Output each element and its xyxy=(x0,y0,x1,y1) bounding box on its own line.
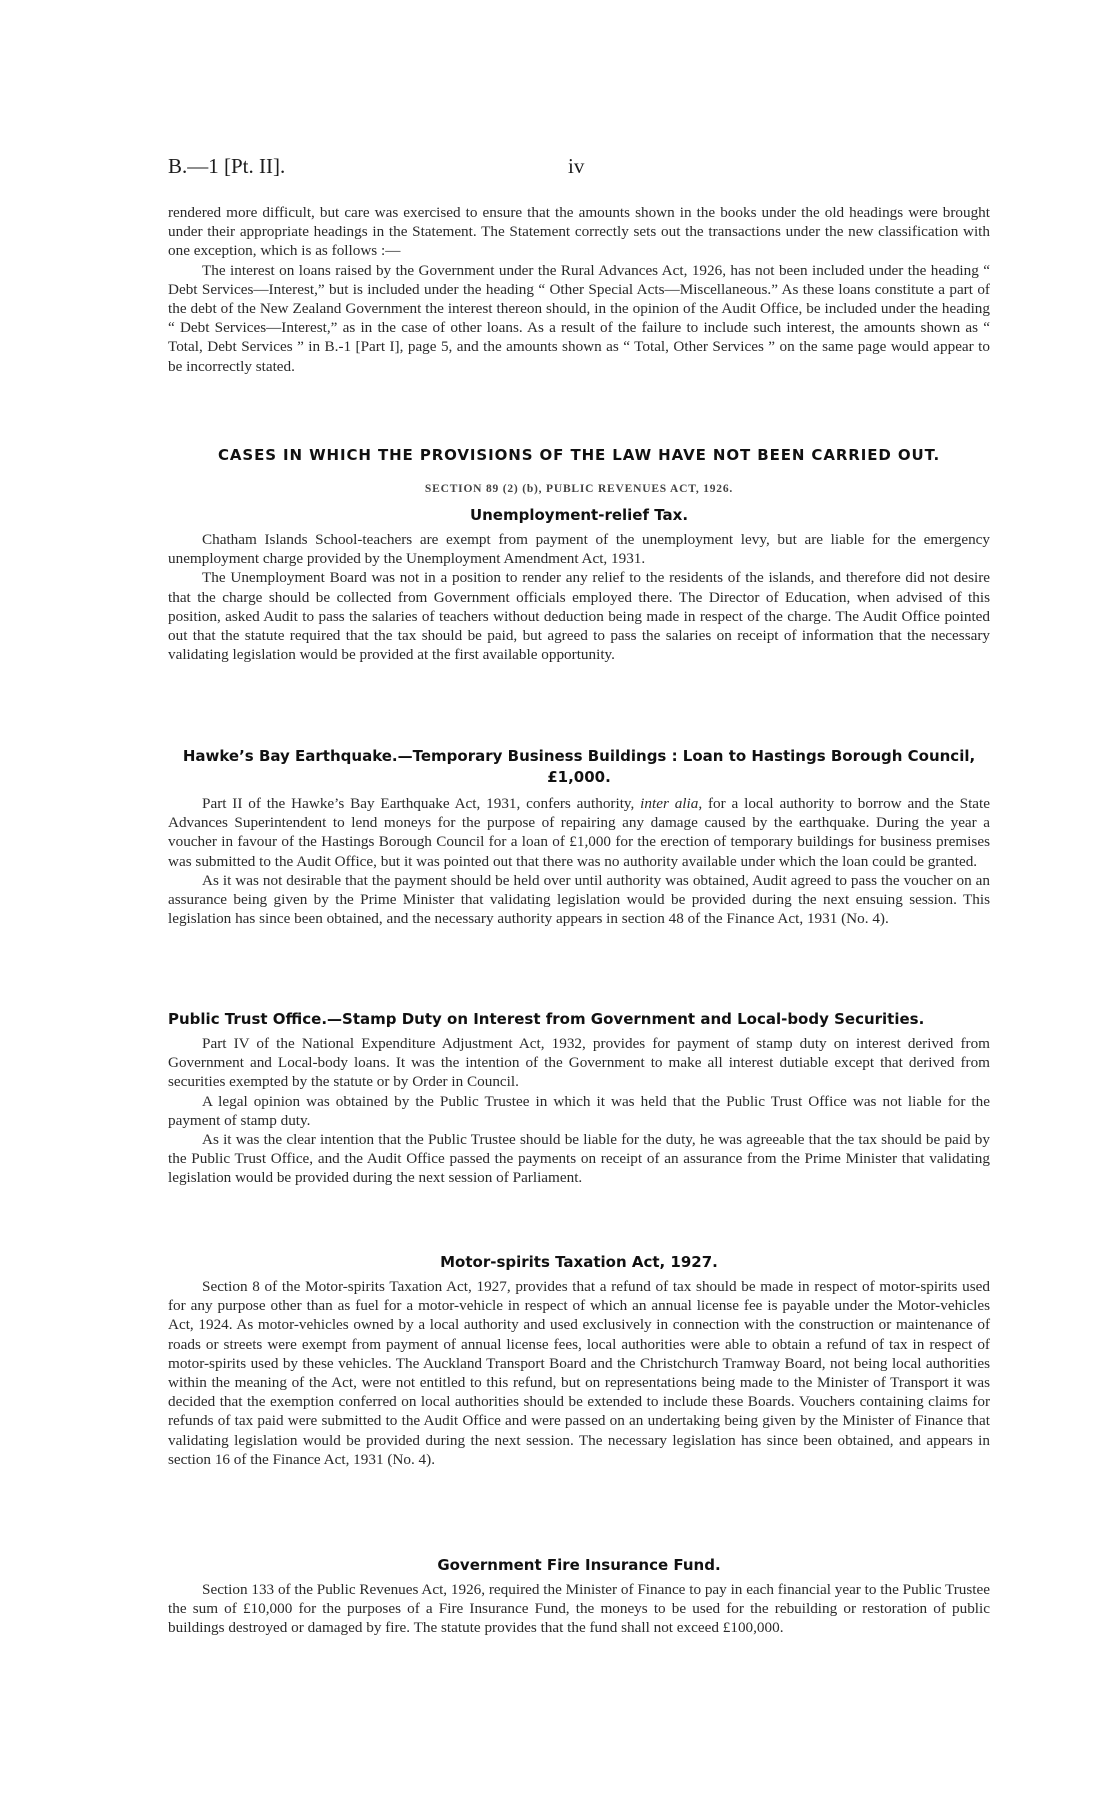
hawkes-bay-paragraph-2: As it was not desirable that the payment should be held over until authority was obtained, Audit agreed to pass the voucher on an assurance being given by the Prime Minister that validating legislation would be provided during the next ensuing session. This legislation has since been obtained, and the necessary authority appears in section 48 of the Finance Act, 1931 (No. 4). xyxy=(168,871,990,928)
public-trust-paragraph-3: As it was the clear intention that the Public Trustee should be liable for the duty, he was agreeable that the tax should be paid by the Public Trust Office, and the Audit Office passed the payments on receipt of an assurance from the Prime Minister that validating legislation would be provided during the next session of Parliament. xyxy=(168,1131,990,1187)
page-number: iv xyxy=(568,154,585,178)
hawkes-bay-p1-end: for a local authority to borrow and the State Advances Superintendent to lend moneys for the purpose of repairing any damage caused by the earthquake. During the year a voucher in favour of the Hastings Borough Council for a loan of £1,000 for the erection of temporary buildings for business premises was submitted to the Audit Office, but it was pointed out that there was no authority available under which the loan could be granted. xyxy=(168,795,991,870)
public-trust-paragraph-2: A legal opinion was obtained by the Public Trustee in which it was held that the Public Trust Office was not liable for the payment of stamp duty. xyxy=(168,1092,990,1129)
hawkes-bay-paragraph-1 xyxy=(168,794,990,871)
fire-insurance-heading: Government Fire Insurance Fund. xyxy=(437,1556,721,1574)
fire-insurance-paragraph-1: Section 133 of the Public Revenues Act, 1926, required the Minister of Finance to pay in each financial year to the Public Trustee the sum of £10,000 for the purposes of a Fire Insurance Fund, the moneys to be used for the rebuilding or restoration of public buildings destroyed or damaged by fire. The statute provides that the fund shall not exceed £100,000. xyxy=(168,1581,990,1637)
motor-spirits-paragraph-1: Section 8 of the Motor-spirits Taxation Act, 1927, provides that a refund of tax should be made in respect of motor-spirits used for any purpose other than as fuel for a motor-vehicle in respect of which an annual license fee is payable under the Motor-vehicles Act, 1924. As motor-vehicles owned by a local authority and used exclusively in connection with the construction or maintenance of roads or streets were exempt from payment of annual license fees, local authorities were able to obtain a refund of tax in respect of motor-spirits used by these vehicles. The Auckland Transport Board and the Christchurch Tramway Board, not being local authorities within the meaning of the Act, were not entitled to this refund, but on representations being made to the Minister of Transport it was decided that the exemption conferred on local authorities should be extended to include these Boards. Vouchers containing claims for refunds of tax paid were submitted to the Audit Office and were passed on an undertaking being given by the Minister of Finance that validating legislation would be provided during the next session. The necessary legislation has since been obtained, and appears in section 16 of the Finance Act, 1931 (No. 4). xyxy=(168,1278,990,1468)
hawkes-bay-p1-italic: inter alia, xyxy=(640,795,703,812)
unemployment-paragraph-2: The Unemployment Board was not in a position to render any relief to the residents of the islands, and therefore did not desire that the charge should be collected from Government officials employed there. The Director of Education, when advised of this position, asked Audit to pass the salaries of teachers without deduction being made in respect of the charge. The Audit Office pointed out that the statute required that the tax should be paid, but agreed to pass the salaries on receipt of information that the necessary validating legislation would be provided at the first available opportunity. xyxy=(168,569,990,664)
unemployment-heading: Unemployment-relief Tax. xyxy=(469,506,689,524)
unemployment-paragraph-1: Chatham Islands School-teachers are exempt from payment of the unemployment levy, but are liable for the emergency unemployment charge provided by the Unemployment Amendment Act, 1931. xyxy=(168,531,990,568)
hawkes-bay-heading: Hawke’s Bay Earthquake.—Temporary Business Buildings : Loan to Hastings Borough Council, £1,000. xyxy=(182,747,976,786)
public-trust-section xyxy=(168,1010,990,1188)
cases-subtitle-wrap xyxy=(168,483,990,495)
cases-section-header xyxy=(168,446,990,464)
page-header xyxy=(168,154,990,184)
intro-paragraph-1: rendered more difficult, but care was exercised to ensure that the amounts shown in the books under the old headings were brought under their appropriate headings in the Statement. The Statement correctly sets out the transactions under the new classification with one exception, which is as follows :— xyxy=(168,204,990,260)
public-trust-paragraph-1: Part IV of the National Expenditure Adjustment Act, 1932, provides for payment of stamp duty on interest derived from Government and Local-body loans. It was the intention of the Government to make all interest dutiable except that derived from securities exempted by the statute or by Order in Council. xyxy=(168,1035,990,1091)
section-title: CASES IN WHICH THE PROVISIONS OF THE LAW HAVE NOT BEEN CARRIED OUT. xyxy=(217,446,941,464)
motor-spirits-section xyxy=(168,1253,990,1469)
hawkes-bay-section xyxy=(168,746,990,928)
unemployment-section xyxy=(168,506,990,664)
fire-insurance-section xyxy=(168,1556,990,1638)
motor-spirits-heading: Motor-spirits Taxation Act, 1927. xyxy=(440,1253,718,1271)
public-trust-heading: Public Trust Office.—Stamp Duty on Interest from Government and Local-body Securities. xyxy=(168,1010,925,1028)
intro-paragraph-2: The interest on loans raised by the Government under the Rural Advances Act, 1926, has not been included under the heading “ Debt Services—Interest,” but is included under the heading “ Other Special Acts—Miscellaneous.” As these loans constitute a part of the debt of the New Zealand Government the interest thereon should, in the opinion of the Audit Office, be included under the heading “ Debt Services—Interest,” as in the case of other loans. As a result of the failure to include such interest, the amounts shown as “ Total, Debt Services ” in B.-1 [Part I], page 5, and the amounts shown as “ Total, Other Services ” on the same page would appear to be incorrectly stated. xyxy=(168,261,990,375)
document-reference: B.—1 [Pt. II]. xyxy=(168,154,286,178)
intro-section xyxy=(168,203,990,376)
hawkes-bay-p1-start: Part II of the Hawke’s Bay Earthquake Act, 1931, confers authority, xyxy=(202,795,635,812)
section-subtitle: SECTION 89 (2) (b), PUBLIC REVENUES ACT, 1926. xyxy=(424,483,734,495)
